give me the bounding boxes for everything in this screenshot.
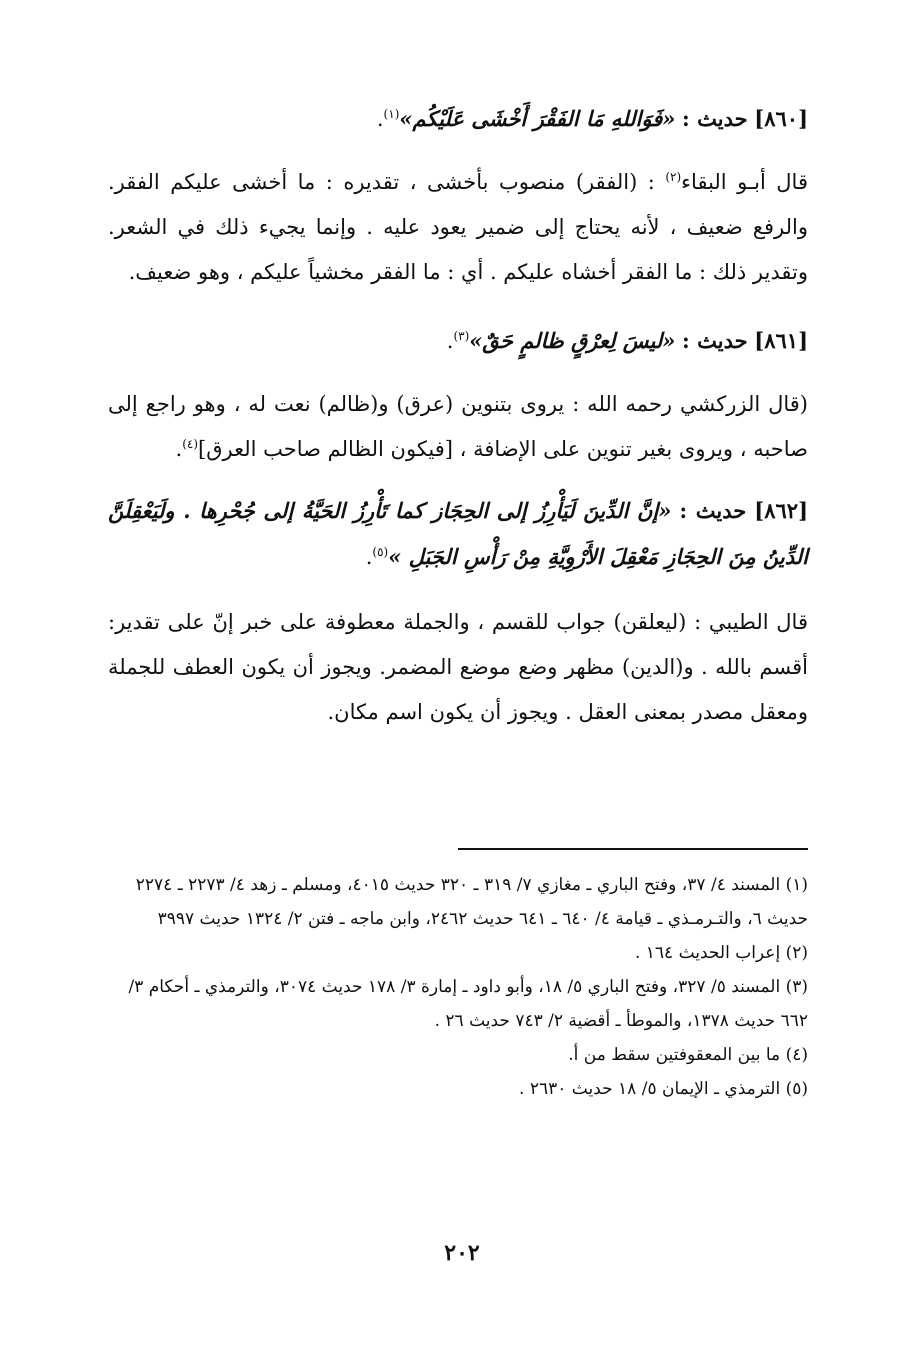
footnote-ref: (٤)	[182, 437, 199, 451]
footnote-2: (٢) إعراب الحديث ١٦٤ .	[634, 943, 808, 963]
hadith-number: [٨٦٢]	[754, 498, 808, 523]
footnote-1: (١) المسند ٤/ ٣٧، وفتح الباري ـ مغازي ٧/ ٣١٩ ـ ٣٢٠ حديث ٤٠١٥، ومسلم ـ زهد ٤/ ٢٢٧٣ ـ ٢٢٧٤ حديث ٦، والتـرمـذي ـ قيامة ٤/ ٦٤٠ ـ ٦٤١ حديث ٢٤٦٢، وابن ماجه ـ فتن ٢/ ١٣٢٤ حديث ٣٩٩٧	[135, 875, 808, 929]
hadith-label: حديث :	[682, 328, 748, 353]
footnotes	[108, 868, 808, 1106]
footnote-4: (٤) ما بين المعقوفتين سقط من أ.	[568, 1045, 808, 1065]
period: .	[446, 329, 454, 353]
hadith-text: «إنَّ الدِّينَ لَيَأْرِزُ إلى الحِجَاز كما تَأْرِزُ الحَيَّةُ إلى جُحْرِها . ولَيَعْقِلَنَّ الدِّينُ مِنَ الحِجَازِ مَعْقِلَ الأَرْوِيَّةِ مِنْ رَأْسِ الجَبَلِ »	[108, 498, 808, 569]
hadith-862	[108, 488, 808, 580]
footnote-ref: (٣)	[453, 329, 470, 343]
hadith-label: حديث :	[682, 106, 748, 131]
hadith-text: «ليسَ لِعرْقٍ ظالمٍ حَقٌ»	[469, 328, 676, 353]
hadith-text: «فَوَاللهِ مَا الفَقْرَ أَخْشَى عَلَيْكُم»	[399, 106, 676, 131]
commentary-862	[108, 600, 808, 735]
footnote-3: (٣) المسند ٥/ ٣٢٧، وفتح الباري ٥/ ١٨، وأبو داود ـ إمارة ٣/ ١٧٨ حديث ٣٠٧٤، والترمذي ـ أحكام ٣/ ٦٦٢ حديث ١٣٧٨، والموطأ ـ أقضية ٢/ ٧٤٣ حديث ٢٦ .	[128, 977, 808, 1031]
hadith-861	[108, 318, 808, 364]
footnote-ref: (١)	[383, 107, 400, 121]
footnote-5: (٥) الترمذي ـ الإيمان ٥/ ١٨ حديث ٢٦٣٠ .	[519, 1079, 808, 1099]
commentary-text: (قال الزركشي رحمه الله : يروى بتنوين (عرق) و(ظالم) نعت له ، وهو راجع إلى صاحبه ، ويروى بغير تنوين على الإضافة ، [فيكون الظالم صاحب العرق]	[108, 392, 808, 461]
commentary-lead: قال أبـو البقاء	[681, 170, 808, 194]
footnote-ref: (٢)	[665, 170, 682, 184]
footnote-ref: (٥)	[372, 545, 389, 559]
commentary-text: : (الفقر) منصوب بأخشى ، تقديره : ما أخشى عليكم الفقر. والرفع ضعيف ، لأنه يحتاج إلى ضمير يعود عليه . وإنما يجيء ذلك في الشعر. وتقدير ذلك : ما الفقر أخشاه عليكم . أي : ما الفقر مخشياً عليكم ، وهو ضعيف.	[108, 170, 808, 284]
page-number: ٢٠٢	[444, 1240, 480, 1266]
commentary-861	[108, 382, 808, 472]
hadith-number: [٨٦٠]	[754, 106, 808, 131]
footnote-divider	[458, 848, 808, 850]
period: .	[376, 107, 384, 131]
period: .	[175, 437, 183, 461]
commentary-text: قال الطيبي : (ليعلقن) جواب للقسم ، والجملة معطوفة على خبر إنّ على تقدير: أقسم بالله . و(الدين) مظهر وضع موضع المضمر. ويجوز أن يكون العطف للجملة ومعقل مصدر بمعنى العقل . ويجوز أن يكون اسم مكان.	[108, 610, 808, 724]
period: .	[365, 545, 373, 569]
hadith-label: حديث :	[679, 498, 747, 523]
commentary-860	[108, 160, 808, 295]
hadith-number: [٨٦١]	[754, 328, 808, 353]
hadith-860	[108, 96, 808, 142]
